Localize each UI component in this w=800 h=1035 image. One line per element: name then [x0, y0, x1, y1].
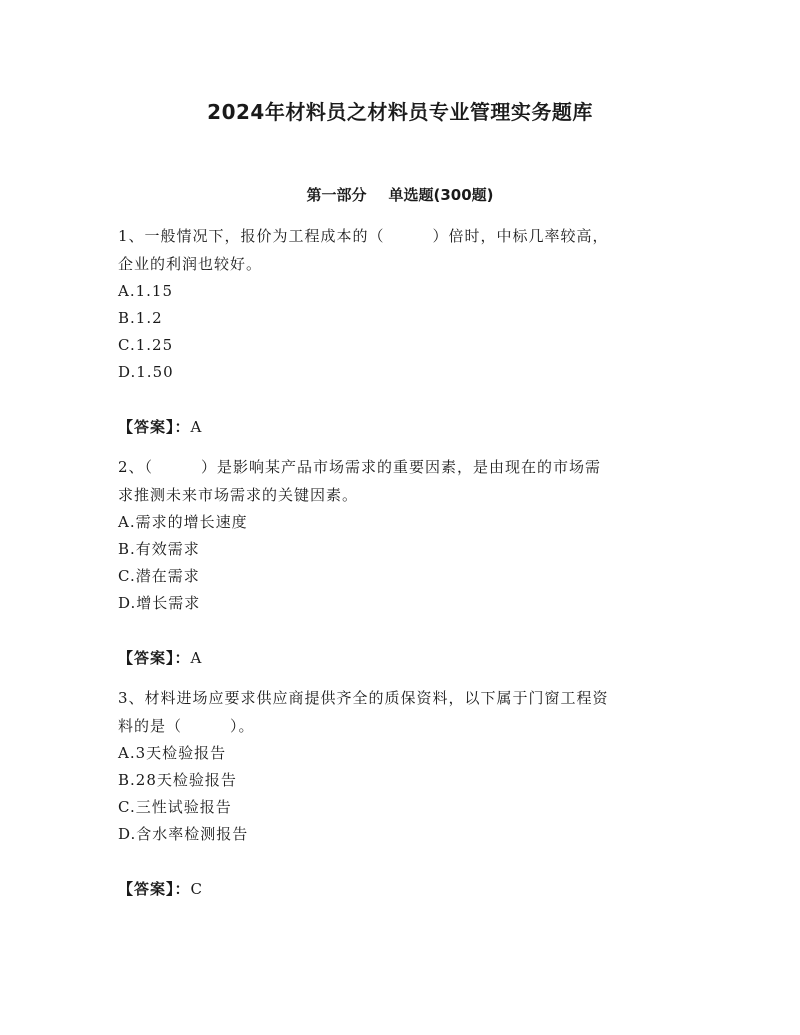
- section-name: 单选题(300题): [388, 186, 494, 204]
- answer-1: [118, 416, 202, 437]
- question-2: [118, 453, 688, 617]
- section-part: 第一部分: [306, 186, 367, 204]
- question-option: C.1.25: [118, 336, 174, 354]
- question-stem: 3、材料进场应要求供应商提供齐全的质保资料，以下属于门窗工程资: [118, 689, 609, 707]
- answer-2: [118, 647, 202, 668]
- section-heading: [0, 184, 800, 205]
- question-option: A.需求的增长速度: [118, 513, 248, 531]
- question-option: D.增长需求: [118, 594, 201, 612]
- question-stem: 料的是（ ）。: [118, 717, 255, 735]
- document-title: 2024年材料员之材料员专业管理实务题库: [207, 100, 593, 124]
- question-option: D.1.50: [118, 363, 174, 381]
- question-option: A.1.15: [118, 282, 173, 300]
- question-option: B.28天检验报告: [118, 771, 237, 789]
- question-option: D.含水率检测报告: [118, 825, 249, 843]
- answer-label: 【答案】：: [118, 649, 191, 667]
- question-option: B.有效需求: [118, 540, 200, 558]
- answer-value: C: [190, 880, 203, 898]
- question-option: C.三性试验报告: [118, 798, 232, 816]
- question-stem: 求推测未来市场需求的关键因素。: [118, 486, 359, 504]
- question-stem: 企业的利润也较好。: [118, 255, 263, 273]
- answer-value: A: [190, 649, 203, 667]
- question-option: B.1.2: [118, 309, 163, 327]
- question-stem: 2、（ ）是影响某产品市场需求的重要因素，是由现在的市场需: [118, 458, 602, 476]
- answer-value: A: [190, 418, 203, 436]
- answer-label: 【答案】：: [118, 880, 191, 898]
- answer-3: [118, 878, 203, 899]
- question-3: [118, 684, 688, 848]
- question-option: C.潜在需求: [118, 567, 200, 585]
- question-1: [118, 222, 688, 386]
- question-stem: 1、一般情况下，报价为工程成本的（ ）倍时，中标几率较高，: [118, 227, 609, 245]
- question-option: A.3天检验报告: [118, 744, 227, 762]
- answer-label: 【答案】：: [118, 418, 191, 436]
